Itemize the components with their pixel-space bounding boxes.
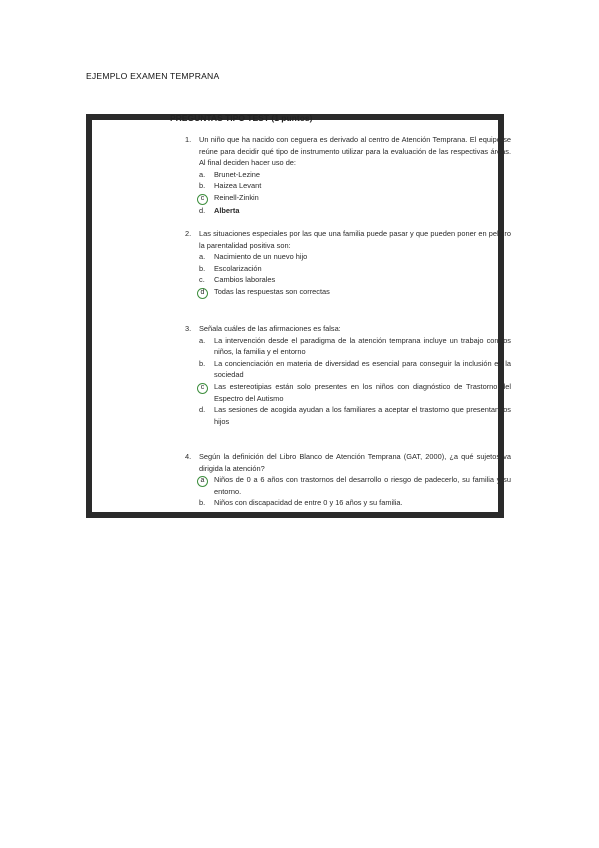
question-text: Las situaciones especiales por las que una familia puede pasar y que pueden poner en peligro la parentalidad positiva son: (199, 229, 511, 250)
option-text: Escolarización (214, 263, 262, 273)
option-b (199, 180, 511, 192)
option-text: Niños con discapacidad de entre 0 y 16 años y su familia. (214, 498, 403, 508)
option-text: Reinell-Zinkin (214, 192, 259, 202)
question-2 (185, 228, 511, 299)
option-c-selected (199, 192, 511, 205)
option-text: Brunet-Lezine (214, 169, 261, 179)
option-text: La concienciación en materia de diversidad es esencial para conseguir la inclusión en la sociedad (214, 358, 511, 380)
question-number: 1. (185, 135, 192, 144)
option-b (199, 497, 511, 509)
option-letter: c (197, 383, 208, 394)
option-text: Todas las respuestas son correctas (214, 286, 330, 296)
option-text: Las estereotipias están solo presentes en los niños con diagnóstico de Trastorno del Espectro del Autismo (214, 381, 511, 403)
option-letter: b. (199, 263, 206, 273)
option-d (199, 404, 511, 427)
option-c-selected (199, 381, 511, 404)
option-letter: a. (199, 335, 206, 345)
option-b (199, 263, 511, 275)
page-title: EJEMPLO EXAMEN TEMPRANA (86, 71, 220, 81)
question-number: 2. (185, 229, 192, 238)
answer-circle-mark (199, 286, 214, 299)
option-text: Cambios laborales (214, 275, 276, 285)
exam-scan-image (86, 113, 511, 518)
option-text: Nacimiento de un nuevo hijo (214, 252, 308, 262)
option-c (199, 274, 511, 286)
question-text: Un niño que ha nacido con ceguera es derivado al centro de Atención Temprana. El equipo se reúne para decidir qué tipo de instrumento utilizar para la evaluación de las respectivas áreas. Al final deciden hacer uso de: (199, 135, 511, 168)
option-a (199, 169, 511, 181)
option-letter: c. (199, 275, 205, 285)
option-a (199, 251, 511, 263)
option-text: Las sesiones de acogida ayudan a los familiares a aceptar el trastorno que presentan los hijos (214, 405, 511, 426)
option-b (199, 358, 511, 381)
option-letter: a (197, 476, 208, 487)
option-text: La intervención desde el paradigma de la atención temprana incluye un trabajo con los niños, la familia y el entorno (214, 335, 511, 357)
answer-circle-mark (199, 192, 214, 205)
option-a (199, 335, 511, 358)
section-heading: PREGUNTAS TIPO TEST (1 puntos) (170, 113, 313, 123)
option-letter: b. (199, 498, 206, 508)
answer-circle-mark (199, 381, 214, 394)
option-text: Niños de 0 a 6 años con trastornos del desarrollo o riesgo de padecerlo, su familia y su entorno. (214, 475, 511, 496)
question-3 (185, 323, 511, 427)
option-text: Haizea Levant (214, 181, 262, 191)
question-text: Según la definición del Libro Blanco de Atención Temprana (GAT, 2000), ¿a qué sujetos va dirigida la atención? (199, 452, 511, 473)
option-letter: d (197, 288, 208, 299)
option-letter: b. (199, 358, 206, 368)
answer-circle-mark (199, 474, 214, 487)
question-number: 4. (185, 452, 192, 461)
exam-scan-content (92, 113, 511, 512)
option-letter: b. (199, 181, 206, 191)
option-letter: a. (199, 169, 206, 179)
question-4 (185, 451, 511, 509)
option-d (199, 205, 511, 217)
option-d-selected (199, 286, 511, 299)
option-letter: c (197, 194, 208, 205)
option-a-selected (199, 474, 511, 497)
option-text: Alberta (214, 205, 240, 215)
question-1 (185, 134, 511, 217)
option-letter: a. (199, 252, 206, 262)
question-number: 3. (185, 324, 192, 333)
question-text: Señala cuáles de las afirmaciones es falsa: (199, 324, 341, 333)
option-letter: d. (199, 405, 206, 415)
option-letter: d. (199, 205, 206, 215)
